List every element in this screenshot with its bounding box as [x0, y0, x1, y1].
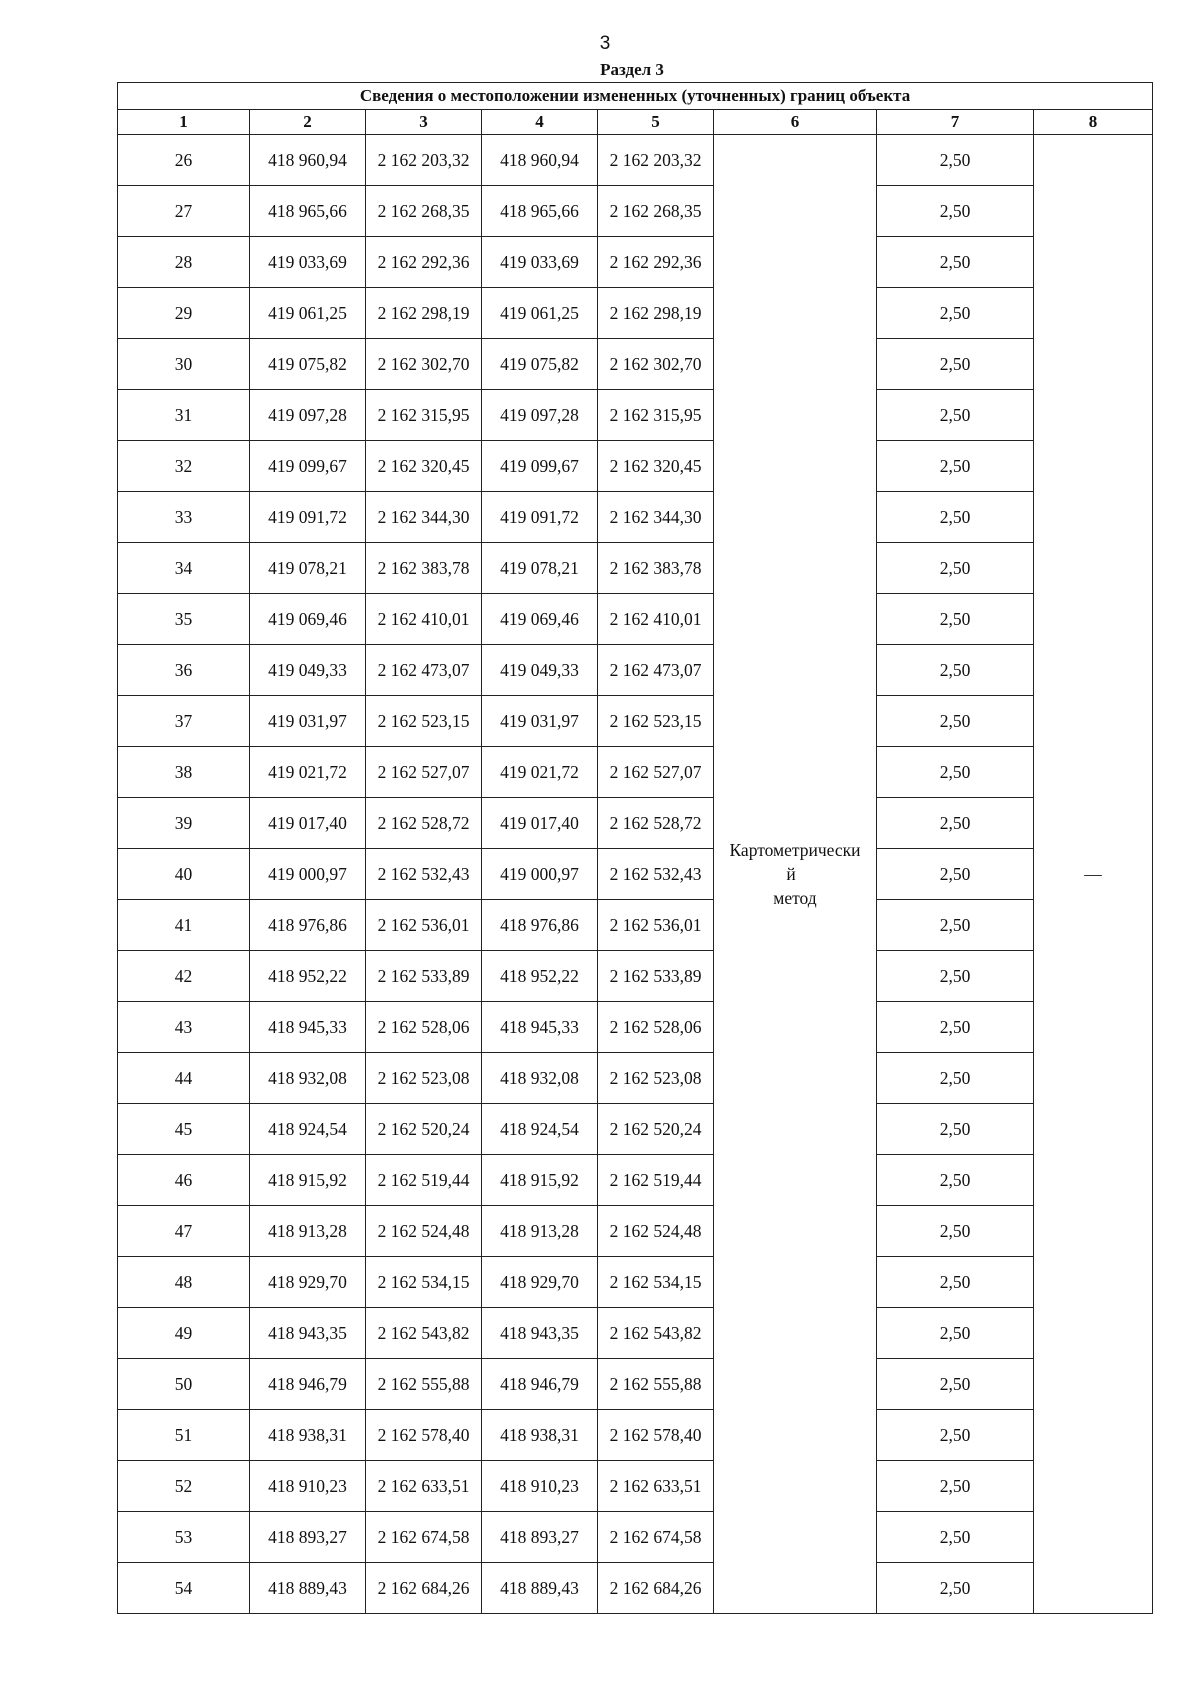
point-number-cell: 29	[118, 288, 250, 339]
point-number-cell: 45	[118, 1104, 250, 1155]
point-number-cell: 27	[118, 186, 250, 237]
point-number-cell: 33	[118, 492, 250, 543]
y-old-cell: 2 162 533,89	[366, 951, 482, 1002]
accuracy-cell: 2,50	[877, 696, 1034, 747]
y-old-cell: 2 162 315,95	[366, 390, 482, 441]
table-row	[118, 1155, 1153, 1206]
table-row	[118, 1512, 1153, 1563]
x-old-cell: 418 910,23	[250, 1461, 366, 1512]
y-old-cell: 2 162 298,19	[366, 288, 482, 339]
y-old-cell: 2 162 578,40	[366, 1410, 482, 1461]
point-number-cell: 47	[118, 1206, 250, 1257]
y-old-cell: 2 162 519,44	[366, 1155, 482, 1206]
x-new-cell: 419 091,72	[482, 492, 598, 543]
accuracy-cell: 2,50	[877, 1155, 1034, 1206]
point-number-cell: 32	[118, 441, 250, 492]
point-number-cell: 43	[118, 1002, 250, 1053]
point-number-cell: 30	[118, 339, 250, 390]
table-row	[118, 1359, 1153, 1410]
method-text-line: метод	[773, 888, 817, 908]
x-new-cell: 418 945,33	[482, 1002, 598, 1053]
point-number-cell: 49	[118, 1308, 250, 1359]
table-row	[118, 1053, 1153, 1104]
point-number-cell: 28	[118, 237, 250, 288]
x-new-cell: 418 893,27	[482, 1512, 598, 1563]
y-old-cell: 2 162 527,07	[366, 747, 482, 798]
y-old-cell: 2 162 633,51	[366, 1461, 482, 1512]
y-old-cell: 2 162 523,08	[366, 1053, 482, 1104]
x-new-cell: 418 929,70	[482, 1257, 598, 1308]
table-row	[118, 1308, 1153, 1359]
x-old-cell: 419 099,67	[250, 441, 366, 492]
point-number-cell: 53	[118, 1512, 250, 1563]
accuracy-cell: 2,50	[877, 441, 1034, 492]
accuracy-cell: 2,50	[877, 135, 1034, 186]
x-new-cell: 418 910,23	[482, 1461, 598, 1512]
accuracy-cell: 2,50	[877, 1563, 1034, 1614]
x-new-cell: 419 075,82	[482, 339, 598, 390]
point-number-cell: 36	[118, 645, 250, 696]
y-new-cell: 2 162 523,08	[598, 1053, 714, 1104]
point-number-cell: 41	[118, 900, 250, 951]
column-header: 1	[118, 110, 250, 135]
x-new-cell: 418 976,86	[482, 900, 598, 951]
accuracy-cell: 2,50	[877, 798, 1034, 849]
y-old-cell: 2 162 410,01	[366, 594, 482, 645]
y-new-cell: 2 162 536,01	[598, 900, 714, 951]
point-number-cell: 40	[118, 849, 250, 900]
y-new-cell: 2 162 519,44	[598, 1155, 714, 1206]
x-new-cell: 418 889,43	[482, 1563, 598, 1614]
column-header: 3	[366, 110, 482, 135]
y-new-cell: 2 162 520,24	[598, 1104, 714, 1155]
y-old-cell: 2 162 543,82	[366, 1308, 482, 1359]
column-header: 2	[250, 110, 366, 135]
x-old-cell: 419 000,97	[250, 849, 366, 900]
y-old-cell: 2 162 528,72	[366, 798, 482, 849]
y-old-cell: 2 162 302,70	[366, 339, 482, 390]
x-new-cell: 418 965,66	[482, 186, 598, 237]
accuracy-cell: 2,50	[877, 900, 1034, 951]
y-new-cell: 2 162 315,95	[598, 390, 714, 441]
y-old-cell: 2 162 534,15	[366, 1257, 482, 1308]
x-new-cell: 418 960,94	[482, 135, 598, 186]
x-new-cell: 419 021,72	[482, 747, 598, 798]
x-old-cell: 418 929,70	[250, 1257, 366, 1308]
y-new-cell: 2 162 633,51	[598, 1461, 714, 1512]
x-new-cell: 418 915,92	[482, 1155, 598, 1206]
accuracy-cell: 2,50	[877, 1308, 1034, 1359]
table-row	[118, 951, 1153, 1002]
point-number-cell: 26	[118, 135, 250, 186]
x-old-cell: 418 945,33	[250, 1002, 366, 1053]
point-number-cell: 50	[118, 1359, 250, 1410]
y-new-cell: 2 162 578,40	[598, 1410, 714, 1461]
accuracy-cell: 2,50	[877, 1206, 1034, 1257]
accuracy-cell: 2,50	[877, 237, 1034, 288]
x-new-cell: 418 924,54	[482, 1104, 598, 1155]
point-number-cell: 37	[118, 696, 250, 747]
coordinates-table	[117, 82, 1153, 1614]
x-old-cell: 419 049,33	[250, 645, 366, 696]
accuracy-cell: 2,50	[877, 645, 1034, 696]
point-number-cell: 35	[118, 594, 250, 645]
accuracy-cell: 2,50	[877, 747, 1034, 798]
y-new-cell: 2 162 268,35	[598, 186, 714, 237]
x-old-cell: 418 976,86	[250, 900, 366, 951]
y-old-cell: 2 162 203,32	[366, 135, 482, 186]
table-row	[118, 1002, 1153, 1053]
x-old-cell: 418 932,08	[250, 1053, 366, 1104]
y-new-cell: 2 162 534,15	[598, 1257, 714, 1308]
x-old-cell: 419 069,46	[250, 594, 366, 645]
accuracy-cell: 2,50	[877, 1053, 1034, 1104]
x-new-cell: 419 049,33	[482, 645, 598, 696]
y-new-cell: 2 162 532,43	[598, 849, 714, 900]
x-old-cell: 418 889,43	[250, 1563, 366, 1614]
y-new-cell: 2 162 292,36	[598, 237, 714, 288]
table-row	[118, 135, 1153, 186]
x-old-cell: 418 960,94	[250, 135, 366, 186]
table-caption: Сведения о местоположении измененных (уточненных) границ объекта	[118, 83, 1153, 110]
x-new-cell: 419 017,40	[482, 798, 598, 849]
x-new-cell: 418 952,22	[482, 951, 598, 1002]
y-old-cell: 2 162 383,78	[366, 543, 482, 594]
x-new-cell: 419 097,28	[482, 390, 598, 441]
y-old-cell: 2 162 684,26	[366, 1563, 482, 1614]
y-old-cell: 2 162 536,01	[366, 900, 482, 951]
x-new-cell: 418 943,35	[482, 1308, 598, 1359]
method-text-line: Картометрически	[729, 840, 861, 860]
table-row	[118, 696, 1153, 747]
x-new-cell: 418 932,08	[482, 1053, 598, 1104]
accuracy-cell: 2,50	[877, 951, 1034, 1002]
y-new-cell: 2 162 543,82	[598, 1308, 714, 1359]
table-row	[118, 492, 1153, 543]
point-number-cell: 38	[118, 747, 250, 798]
y-old-cell: 2 162 520,24	[366, 1104, 482, 1155]
point-number-cell: 42	[118, 951, 250, 1002]
accuracy-cell: 2,50	[877, 339, 1034, 390]
y-old-cell: 2 162 524,48	[366, 1206, 482, 1257]
point-number-cell: 44	[118, 1053, 250, 1104]
y-new-cell: 2 162 527,07	[598, 747, 714, 798]
table-row	[118, 339, 1153, 390]
x-old-cell: 419 091,72	[250, 492, 366, 543]
column-header: 8	[1034, 110, 1153, 135]
point-number-cell: 46	[118, 1155, 250, 1206]
accuracy-cell: 2,50	[877, 390, 1034, 441]
accuracy-cell: 2,50	[877, 492, 1034, 543]
x-new-cell: 418 946,79	[482, 1359, 598, 1410]
point-number-cell: 54	[118, 1563, 250, 1614]
column-header: 4	[482, 110, 598, 135]
x-old-cell: 418 952,22	[250, 951, 366, 1002]
y-new-cell: 2 162 473,07	[598, 645, 714, 696]
section-title: Раздел 3	[600, 60, 664, 79]
x-old-cell: 419 017,40	[250, 798, 366, 849]
point-number-cell: 51	[118, 1410, 250, 1461]
x-old-cell: 418 943,35	[250, 1308, 366, 1359]
point-number-cell: 52	[118, 1461, 250, 1512]
accuracy-cell: 2,50	[877, 1359, 1034, 1410]
table-row	[118, 186, 1153, 237]
accuracy-cell: 2,50	[877, 543, 1034, 594]
accuracy-cell: 2,50	[877, 1104, 1034, 1155]
page-number: 3	[599, 33, 611, 54]
y-new-cell: 2 162 528,06	[598, 1002, 714, 1053]
accuracy-cell: 2,50	[877, 1512, 1034, 1563]
y-old-cell: 2 162 292,36	[366, 237, 482, 288]
x-new-cell: 419 031,97	[482, 696, 598, 747]
x-new-cell: 419 099,67	[482, 441, 598, 492]
y-old-cell: 2 162 344,30	[366, 492, 482, 543]
table-row	[118, 747, 1153, 798]
y-old-cell: 2 162 555,88	[366, 1359, 482, 1410]
y-new-cell: 2 162 555,88	[598, 1359, 714, 1410]
x-old-cell: 418 924,54	[250, 1104, 366, 1155]
table-row	[118, 1410, 1153, 1461]
y-old-cell: 2 162 528,06	[366, 1002, 482, 1053]
accuracy-cell: 2,50	[877, 186, 1034, 237]
y-new-cell: 2 162 302,70	[598, 339, 714, 390]
column-8-cell: —	[1034, 135, 1153, 1614]
y-old-cell: 2 162 532,43	[366, 849, 482, 900]
table-row	[118, 237, 1153, 288]
point-number-cell: 34	[118, 543, 250, 594]
x-old-cell: 418 965,66	[250, 186, 366, 237]
column-header-row	[118, 110, 1153, 135]
y-new-cell: 2 162 344,30	[598, 492, 714, 543]
y-new-cell: 2 162 533,89	[598, 951, 714, 1002]
table-body	[118, 135, 1153, 1614]
column-header: 5	[598, 110, 714, 135]
y-old-cell: 2 162 320,45	[366, 441, 482, 492]
y-new-cell: 2 162 320,45	[598, 441, 714, 492]
x-old-cell: 418 893,27	[250, 1512, 366, 1563]
table-row	[118, 1206, 1153, 1257]
accuracy-cell: 2,50	[877, 594, 1034, 645]
x-new-cell: 418 938,31	[482, 1410, 598, 1461]
x-new-cell: 419 078,21	[482, 543, 598, 594]
y-old-cell: 2 162 523,15	[366, 696, 482, 747]
column-header: 7	[877, 110, 1034, 135]
y-new-cell: 2 162 523,15	[598, 696, 714, 747]
point-number-cell: 31	[118, 390, 250, 441]
table-row	[118, 288, 1153, 339]
table-row	[118, 1563, 1153, 1614]
y-new-cell: 2 162 528,72	[598, 798, 714, 849]
x-old-cell: 419 061,25	[250, 288, 366, 339]
accuracy-cell: 2,50	[877, 1461, 1034, 1512]
point-number-cell: 39	[118, 798, 250, 849]
method-text-line: й	[786, 864, 796, 884]
y-new-cell: 2 162 298,19	[598, 288, 714, 339]
x-old-cell: 419 078,21	[250, 543, 366, 594]
table-row	[118, 1461, 1153, 1512]
x-old-cell: 418 938,31	[250, 1410, 366, 1461]
x-new-cell: 418 913,28	[482, 1206, 598, 1257]
y-new-cell: 2 162 524,48	[598, 1206, 714, 1257]
x-old-cell: 419 097,28	[250, 390, 366, 441]
y-new-cell: 2 162 383,78	[598, 543, 714, 594]
y-old-cell: 2 162 674,58	[366, 1512, 482, 1563]
x-old-cell: 418 913,28	[250, 1206, 366, 1257]
table-row	[118, 900, 1153, 951]
x-old-cell: 419 021,72	[250, 747, 366, 798]
y-new-cell: 2 162 674,58	[598, 1512, 714, 1563]
x-new-cell: 419 069,46	[482, 594, 598, 645]
table-row	[118, 1257, 1153, 1308]
x-new-cell: 419 033,69	[482, 237, 598, 288]
table-row	[118, 390, 1153, 441]
accuracy-cell: 2,50	[877, 1002, 1034, 1053]
table-row	[118, 798, 1153, 849]
y-new-cell: 2 162 684,26	[598, 1563, 714, 1614]
x-old-cell: 418 915,92	[250, 1155, 366, 1206]
accuracy-cell: 2,50	[877, 288, 1034, 339]
y-old-cell: 2 162 268,35	[366, 186, 482, 237]
y-new-cell: 2 162 203,32	[598, 135, 714, 186]
method-cell	[714, 135, 877, 1614]
point-number-cell: 48	[118, 1257, 250, 1308]
table-row	[118, 543, 1153, 594]
x-old-cell: 419 031,97	[250, 696, 366, 747]
x-new-cell: 419 000,97	[482, 849, 598, 900]
table-row	[118, 849, 1153, 900]
table-row	[118, 1104, 1153, 1155]
x-old-cell: 419 075,82	[250, 339, 366, 390]
accuracy-cell: 2,50	[877, 849, 1034, 900]
x-new-cell: 419 061,25	[482, 288, 598, 339]
table-row	[118, 645, 1153, 696]
accuracy-cell: 2,50	[877, 1257, 1034, 1308]
y-old-cell: 2 162 473,07	[366, 645, 482, 696]
x-old-cell: 419 033,69	[250, 237, 366, 288]
table-row	[118, 594, 1153, 645]
column-header: 6	[714, 110, 877, 135]
accuracy-cell: 2,50	[877, 1410, 1034, 1461]
table-row	[118, 441, 1153, 492]
x-old-cell: 418 946,79	[250, 1359, 366, 1410]
y-new-cell: 2 162 410,01	[598, 594, 714, 645]
